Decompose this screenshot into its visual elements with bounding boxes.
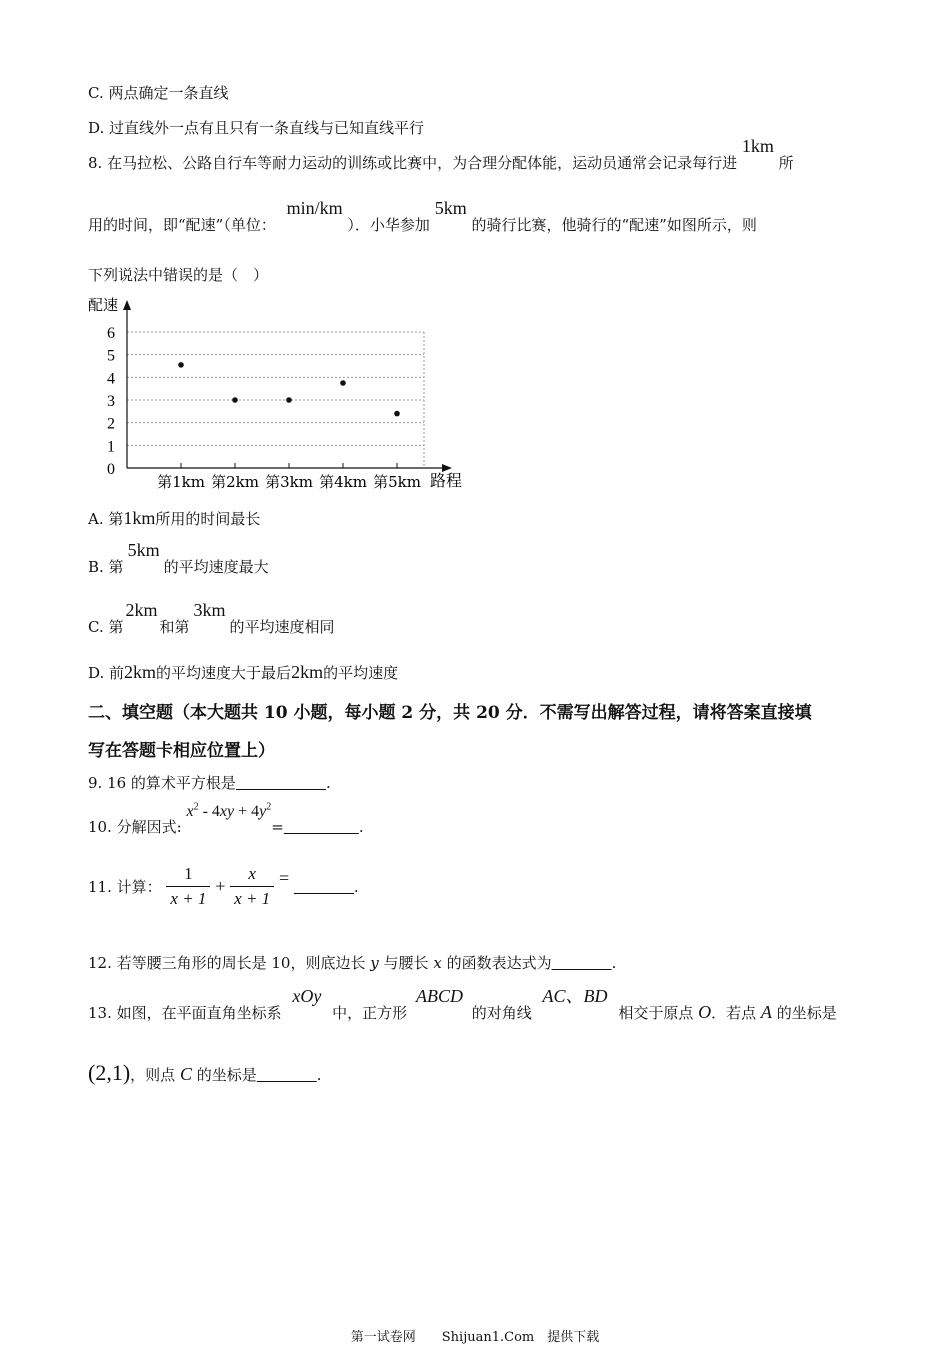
expr-part: x xyxy=(186,803,194,820)
option-text: B. 第 xyxy=(88,558,124,576)
y-tick-label: 0 xyxy=(107,461,115,478)
q13-answer-blank[interactable] xyxy=(257,1066,317,1084)
q13-math: O xyxy=(698,1002,712,1022)
q11-fraction-2 xyxy=(230,862,274,911)
data-point xyxy=(286,397,292,403)
q8-option-a xyxy=(88,508,260,529)
expr-exponent: 2 xyxy=(266,801,272,813)
q12 xyxy=(88,952,616,973)
section2-heading-line2: 写在答题卡相应位置上） xyxy=(88,741,275,761)
x-tick-label: 第4km xyxy=(319,473,367,491)
q8-stem-text: 的骑行比赛，他骑行的“配速”如图所示，则 xyxy=(471,216,757,234)
option-text: 的平均速度最大 xyxy=(163,558,269,576)
expr-part: - 4 xyxy=(198,803,220,820)
y-axis-arrow xyxy=(123,300,131,310)
q8-option-c xyxy=(88,600,335,637)
option-text: 和第 xyxy=(159,618,190,636)
q13-math: A xyxy=(760,1002,772,1022)
option-math: 2km xyxy=(291,662,324,682)
data-point xyxy=(394,411,400,417)
q13-text: 的坐标是 xyxy=(776,1004,837,1022)
q8-stem-line3: 下列说法中错误的是（ ） xyxy=(88,266,269,284)
q13-line1 xyxy=(88,986,837,1024)
q8-option-b xyxy=(88,540,269,577)
y-tick-label: 4 xyxy=(107,370,115,388)
q11-end: . xyxy=(353,878,359,896)
x-tick-label: 第1km xyxy=(157,473,205,491)
q8-stem-text: ）．小华参加 xyxy=(347,216,430,234)
y-tick-label: 2 xyxy=(107,415,115,433)
option-text: C. 第 xyxy=(88,618,124,636)
q11-text: 11. 计算： xyxy=(88,878,162,896)
q8-unit-min-km: min/km xyxy=(286,198,343,218)
option-math: 2km xyxy=(125,600,158,620)
q9-end: . xyxy=(325,774,331,792)
data-point xyxy=(232,397,238,403)
q12-text: 与腰长 xyxy=(383,954,429,972)
fraction-numerator: 1 xyxy=(166,862,210,887)
q8-stem-line2 xyxy=(88,198,757,235)
q13-math: AC、BD xyxy=(542,986,608,1006)
y-tick-label: 5 xyxy=(107,347,115,365)
chart-axes xyxy=(123,300,452,472)
x-tick-labels xyxy=(157,463,421,491)
q12-var-y: y xyxy=(370,954,379,972)
q13-text: ．若点 xyxy=(711,1004,757,1022)
x-tick-label: 第3km xyxy=(265,473,313,491)
expr-exponent: 2 xyxy=(193,801,199,813)
q13-text: ，则点 xyxy=(130,1066,176,1084)
y-tick-label: 3 xyxy=(107,393,115,410)
option-math: 5km xyxy=(127,540,160,560)
data-points xyxy=(178,362,400,416)
q11-answer-blank[interactable] xyxy=(294,878,354,896)
q8-stem-text: 所 xyxy=(778,154,794,172)
x-tick-label: 第2km xyxy=(211,473,259,491)
q10-end: . xyxy=(358,818,364,836)
q10 xyxy=(88,801,364,837)
section2-heading-line1: 二、填空题（本大题共 10 小题，每小题 2 分，共 20 分．不需写出解答过程，请将答案直接填 xyxy=(88,703,812,723)
q12-text: 的函数表达式为 xyxy=(446,954,552,972)
q9 xyxy=(88,772,331,793)
q9-text: 9. 16 的算术平方根是 xyxy=(88,774,236,792)
q13-text: 的对角线 xyxy=(471,1004,532,1022)
expr-part: + 4 xyxy=(234,803,260,820)
option-text: D. 前 xyxy=(88,664,125,682)
option-math: 2km xyxy=(124,662,157,682)
q8-stem-line1 xyxy=(88,136,794,173)
q10-expression xyxy=(186,803,271,820)
q8-option-d xyxy=(88,662,398,683)
q12-text: 12. 若等腰三角形的周长是 10，则底边长 xyxy=(88,954,366,972)
q13-end: . xyxy=(316,1066,322,1084)
q8-stem-text: 8. 在马拉松、公路自行车等耐力运动的训练或比赛中，为合理分配体能，运动员通常会记录每行进 xyxy=(88,154,738,172)
y-tick-labels xyxy=(107,325,115,478)
q13-math: xOy xyxy=(292,986,322,1006)
fraction-numerator: x xyxy=(230,862,274,887)
q10-equals: = xyxy=(271,818,284,836)
q7-option-d: D. 过直线外一点有且只有一条直线与已知直线平行 xyxy=(88,119,425,137)
q13-line2 xyxy=(88,1060,322,1086)
expr-part: y xyxy=(259,803,267,820)
q11-plus: + xyxy=(215,876,226,896)
q8-unit-5km: 5km xyxy=(434,198,467,218)
q13-coordinate: (2,1) xyxy=(88,1060,131,1085)
y-axis-label: 配速 xyxy=(88,296,119,314)
q12-end: . xyxy=(611,954,617,972)
option-text: 的平均速度相同 xyxy=(229,618,335,636)
q12-answer-blank[interactable] xyxy=(552,954,612,972)
q7-option-c: C. 两点确定一条直线 xyxy=(88,84,229,102)
x-axis-label: 路程 xyxy=(430,471,463,490)
q13-math: ABCD xyxy=(415,986,463,1006)
q13-text: 13. 如图，在平面直角坐标系 xyxy=(88,1004,282,1022)
option-math: 3km xyxy=(193,600,226,620)
q9-answer-blank[interactable] xyxy=(236,774,326,792)
fraction-denominator: x + 1 xyxy=(234,889,271,908)
y-tick-label: 6 xyxy=(107,325,115,342)
x-tick-label: 第5km xyxy=(373,473,421,491)
q8-unit-1km: 1km xyxy=(741,136,774,156)
q8-stem-text: 用的时间，即“配速”（单位： xyxy=(88,216,276,234)
q11-equals: = xyxy=(278,868,290,888)
fraction-denominator: x + 1 xyxy=(170,889,207,908)
y-tick-label: 1 xyxy=(107,438,115,456)
option-text: 所用的时间最长 xyxy=(155,510,261,528)
q10-answer-blank[interactable] xyxy=(284,818,359,836)
option-text: 的平均速度 xyxy=(323,664,399,682)
chart-grid xyxy=(127,332,424,468)
q11 xyxy=(88,862,359,911)
q12-var-x: x xyxy=(433,954,442,972)
expr-part: xy xyxy=(219,803,235,820)
pace-chart xyxy=(80,292,480,497)
q13-text: 的坐标是 xyxy=(196,1066,257,1084)
q13-text: 中，正方形 xyxy=(332,1004,408,1022)
data-point xyxy=(178,362,184,368)
option-text: 的平均速度大于最后 xyxy=(156,664,292,682)
q13-text: 相交于原点 xyxy=(618,1004,694,1022)
q13-math: C xyxy=(179,1064,192,1084)
q10-text: 10. 分解因式: xyxy=(88,818,182,836)
page-footer: 第一试卷网 Shijuan1.Com 提供下载 xyxy=(350,1330,600,1345)
option-math: 1km xyxy=(123,508,156,528)
data-point xyxy=(340,380,346,386)
option-text: A. 第 xyxy=(88,510,124,528)
q11-fraction-1 xyxy=(166,862,210,911)
